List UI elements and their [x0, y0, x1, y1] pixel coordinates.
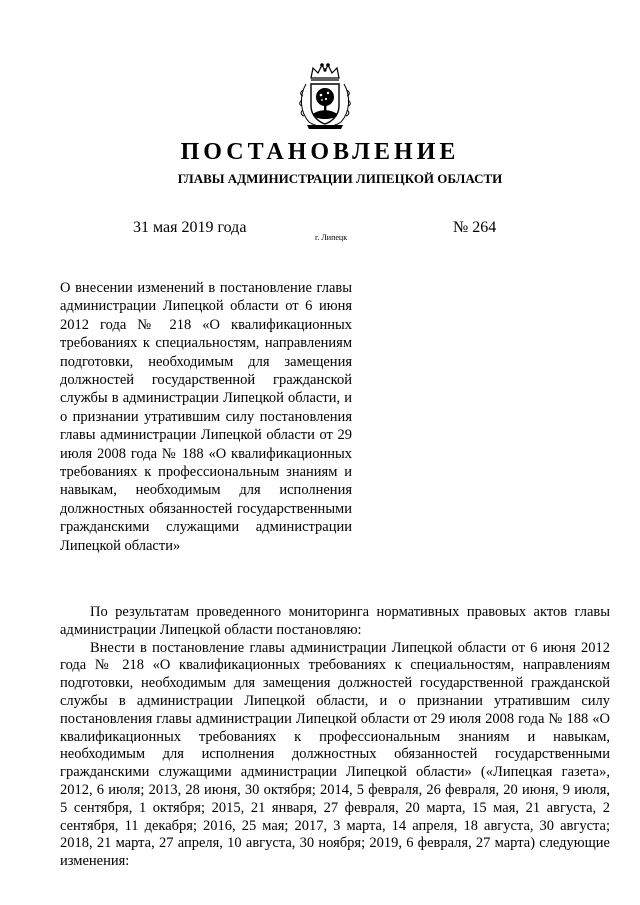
document-city: г. Липецк	[315, 233, 348, 242]
body-paragraph: По результатам проведенного мониторинга нормативных правовых актов главы администрации Липецкой области постановляю:	[60, 604, 610, 638]
document-subtitle: ГЛАВЫ АДМИНИСТРАЦИИ ЛИПЕЦКОЙ ОБЛАСТИ	[177, 171, 503, 186]
document-body	[60, 604, 610, 871]
document-date: 31 мая 2019 года	[133, 219, 247, 236]
body-paragraph: Внести в постановление главы администрации Липецкой области от 6 июня 2012 года № 218 «О квалификационных требованиях к специальностям, направлениям подготовки, необходимым для замещения должностей государственной гражданской службы в администрации Липецкой области, и о признании утратившим силу постановления главы администрации Липецкой области от 29 июля 2008 года № 188 «О квалификационных требованиях к профессиональным знаниям и навыкам, необходимым для исполнения должностных обязанностей государственными гражданскими служащими администрации Липецкой области» («Липецкая газета», 2012, 6 июля; 2013, 28 июня, 30 октября; 2014, 5 февраля, 26 февраля, 20 июня, 9 июля, 5 сентября, 1 октября; 2015, 21 января, 27 февраля, 20 марта, 15 мая, 21 августа, 2 сентября, 11 декабря; 2016, 25 мая; 2017, 3 марта, 14 апреля, 18 августа, 30 августа; 2018, 21 марта, 27 апреля, 10 августа, 30 ноября; 2019, 6 февраля, 27 марта) следующие изменения:	[60, 639, 610, 870]
coat-of-arms-icon	[297, 62, 353, 132]
document-title: ПОСТАНОВЛЕНИЕ	[180, 139, 460, 165]
document-heading: О внесении изменений в постановление главы администрации Липецкой области от 6 июня 2012 года № 218 «О квалификационных требованиях к специальностям, направлениям подготовки, необходимым для замещения должностей государственной гражданской службы в администрации Липецкой области, и о признании утратившим силу постановления главы администрации Липецкой области от 29 июля 2008 года № 188 «О квалификационных требованиях к профессиональным знаниям и навыкам, необходимым для исполнения должностных обязанностей государственными гражданскими служащими администрации Липецкой области»	[60, 280, 352, 554]
document-number: № 264	[453, 219, 497, 236]
